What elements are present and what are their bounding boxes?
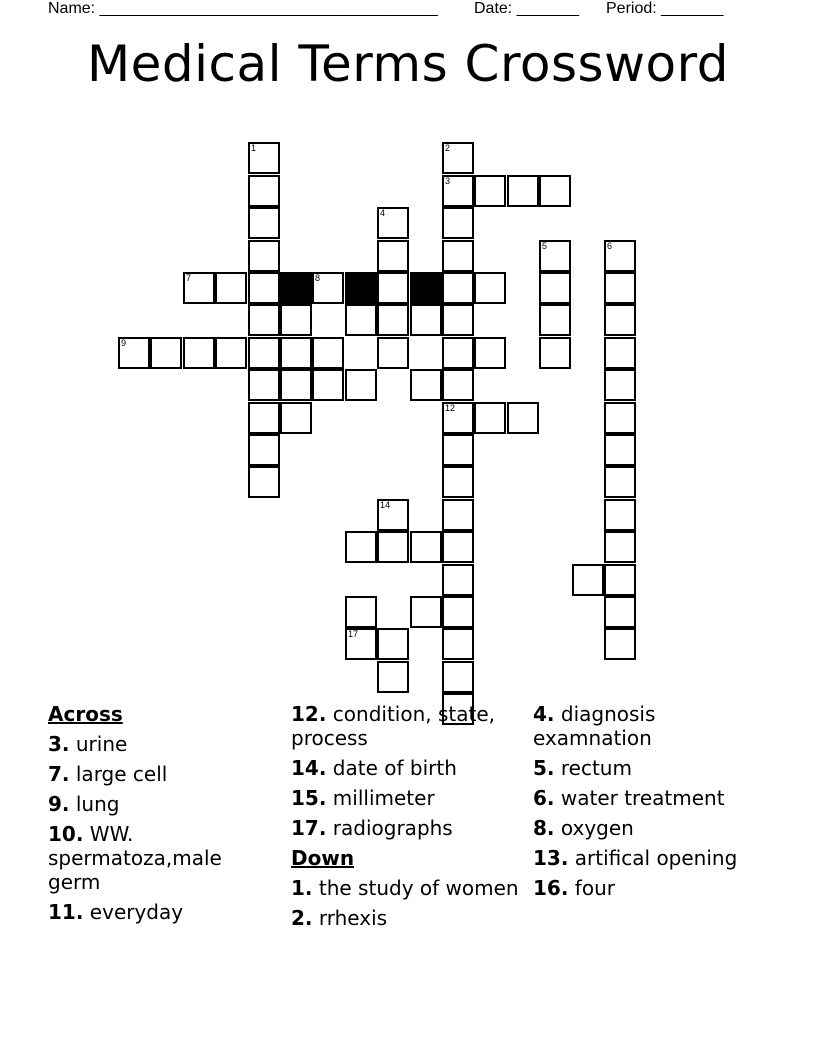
grid-cell[interactable] [410,369,442,401]
grid-cell[interactable] [442,628,474,660]
clue-text: radiographs [332,816,453,840]
clue-item [533,756,763,780]
grid-cell[interactable] [442,337,474,369]
clue-text: rectum [560,756,632,780]
grid-cell[interactable] [604,531,636,563]
grid-cell[interactable] [248,337,280,369]
period-field[interactable]: Period: _______ [606,0,724,17]
clue-number: 17 [348,629,359,639]
clue-number-label: 7. [48,762,70,786]
grid-cell[interactable] [604,240,636,272]
clue-text: large cell [75,762,168,786]
grid-cell[interactable] [183,272,215,304]
grid-cell[interactable] [604,337,636,369]
grid-cell[interactable] [410,531,442,563]
clue-text: everyday [89,900,184,924]
grid-cell[interactable] [539,337,571,369]
clue-item [533,702,763,750]
grid-cell[interactable] [312,337,344,369]
clue-number-label: 8. [533,816,555,840]
grid-cell[interactable] [604,499,636,531]
clue-number-label: 11. [48,900,84,924]
grid-cell[interactable] [442,596,474,628]
grid-cell[interactable] [377,207,409,239]
clue-number: 3 [445,176,451,186]
grid-cell[interactable] [507,175,539,207]
grid-cell[interactable] [248,369,280,401]
clue-text: rrhexis [318,906,388,930]
grid-cell[interactable] [248,207,280,239]
clue-number-label: 5. [533,756,555,780]
clue-column-3 [533,702,763,906]
clue-text: artifical opening [574,846,738,870]
clue-number: 14 [380,500,391,510]
grid-cell[interactable] [442,661,474,693]
name-field[interactable]: Name: ______________________________________ [48,0,438,17]
grid-cell[interactable] [248,304,280,336]
grid-cell[interactable] [345,596,377,628]
grid-cell[interactable] [507,402,539,434]
clue-number-label: 1. [291,876,313,900]
clue-item [533,876,763,900]
clue-text: millimeter [332,786,435,810]
grid-cell[interactable] [474,175,506,207]
clue-number: 7 [186,273,192,283]
grid-cell[interactable] [280,369,312,401]
grid-cell[interactable] [377,499,409,531]
clue-item [291,816,521,840]
clue-number: 9 [121,338,127,348]
clue-item [291,906,521,930]
grid-cell[interactable] [248,402,280,434]
grid-cell[interactable] [215,272,247,304]
grid-cell[interactable] [442,175,474,207]
grid-cell[interactable] [539,304,571,336]
clue-number-label: 17. [291,816,327,840]
clue-text: the study of women [318,876,519,900]
clue-text: four [574,876,615,900]
clue-number-label: 12. [291,702,327,726]
clue-number-label: 14. [291,756,327,780]
grid-cell[interactable] [345,628,377,660]
clue-number-label: 9. [48,792,70,816]
grid-cell[interactable] [539,240,571,272]
clue-number-label: 13. [533,846,569,870]
grid-cell[interactable] [474,272,506,304]
clue-text: oxygen [560,816,634,840]
down-heading: Down [291,846,355,870]
grid-cell[interactable] [474,402,506,434]
grid-cell[interactable] [377,240,409,272]
grid-cell[interactable] [442,369,474,401]
grid-block [410,272,442,304]
clue-text: urine [75,732,128,756]
clue-number: 2 [445,143,451,153]
clue-item [48,792,278,816]
clue-number-label: 2. [291,906,313,930]
grid-cell[interactable] [248,175,280,207]
clue-number-label: 16. [533,876,569,900]
grid-cell[interactable] [442,207,474,239]
clue-text: date of birth [332,756,457,780]
clue-item [291,702,521,750]
clue-text: water treatment [560,786,725,810]
clue-item [48,822,278,894]
clue-column-2 [291,702,521,936]
clue-item [533,846,763,870]
grid-cell[interactable] [442,466,474,498]
grid-cell[interactable] [377,337,409,369]
grid-cell[interactable] [345,531,377,563]
grid-cell[interactable] [410,304,442,336]
grid-cell[interactable] [604,564,636,596]
grid-cell[interactable] [280,304,312,336]
clue-number-label: 4. [533,702,555,726]
grid-cell[interactable] [377,531,409,563]
grid-cell[interactable] [442,304,474,336]
grid-cell[interactable] [442,240,474,272]
clue-number: 6 [607,241,613,251]
grid-cell[interactable] [474,337,506,369]
clue-text: condition, state, process [291,702,496,750]
grid-cell[interactable] [604,596,636,628]
grid-cell[interactable] [312,272,344,304]
clue-number-label: 6. [533,786,555,810]
grid-cell[interactable] [248,466,280,498]
grid-cell[interactable] [442,142,474,174]
date-field[interactable]: Date: _______ [474,0,579,17]
grid-cell[interactable] [248,272,280,304]
grid-cell[interactable] [442,499,474,531]
clue-item [48,762,278,786]
grid-cell[interactable] [248,142,280,174]
clue-item [48,900,278,924]
clue-item [291,876,521,900]
clue-item [533,786,763,810]
grid-cell[interactable] [377,304,409,336]
clue-number: 4 [380,208,386,218]
clue-number-label: 3. [48,732,70,756]
clue-list [48,702,788,962]
grid-cell[interactable] [604,402,636,434]
page-title: Medical Terms Crossword [86,35,730,93]
grid-cell[interactable] [442,434,474,466]
clue-number: 1 [251,143,257,153]
grid-cell[interactable] [312,369,344,401]
grid-cell[interactable] [604,434,636,466]
grid-cell[interactable] [183,337,215,369]
grid-cell[interactable] [604,304,636,336]
clue-column-1 [48,702,278,930]
grid-cell[interactable] [442,272,474,304]
grid-cell[interactable] [377,272,409,304]
clue-item [533,816,763,840]
grid-cell[interactable] [280,337,312,369]
grid-cell[interactable] [377,628,409,660]
clue-item [291,786,521,810]
clue-item [48,732,278,756]
grid-cell[interactable] [280,402,312,434]
grid-cell[interactable] [118,337,150,369]
grid-cell[interactable] [377,661,409,693]
clue-number-label: 10. [48,822,84,846]
grid-cell[interactable] [539,175,571,207]
grid-cell[interactable] [410,596,442,628]
grid-cell[interactable] [604,272,636,304]
grid-cell[interactable] [215,337,247,369]
grid-cell[interactable] [345,304,377,336]
grid-cell[interactable] [604,466,636,498]
clue-number: 5 [542,241,548,251]
clue-text: lung [75,792,120,816]
grid-block [345,272,377,304]
clue-text: WW. spermatoza,male germ [48,822,222,894]
grid-cell[interactable] [442,402,474,434]
grid-cell[interactable] [248,240,280,272]
clue-number: 12 [445,403,456,413]
grid-cell[interactable] [572,564,604,596]
grid-cell[interactable] [604,628,636,660]
grid-cell[interactable] [442,564,474,596]
grid-cell[interactable] [345,369,377,401]
grid-cell[interactable] [442,531,474,563]
grid-cell[interactable] [539,272,571,304]
grid-cell[interactable] [150,337,182,369]
clue-item [291,756,521,780]
grid-cell[interactable] [248,434,280,466]
across-heading: Across [48,702,123,726]
clue-number: 8 [315,273,321,283]
grid-cell[interactable] [604,369,636,401]
clue-text: diagnosis examnation [533,702,656,750]
clue-number-label: 15. [291,786,327,810]
grid-block [280,272,312,304]
